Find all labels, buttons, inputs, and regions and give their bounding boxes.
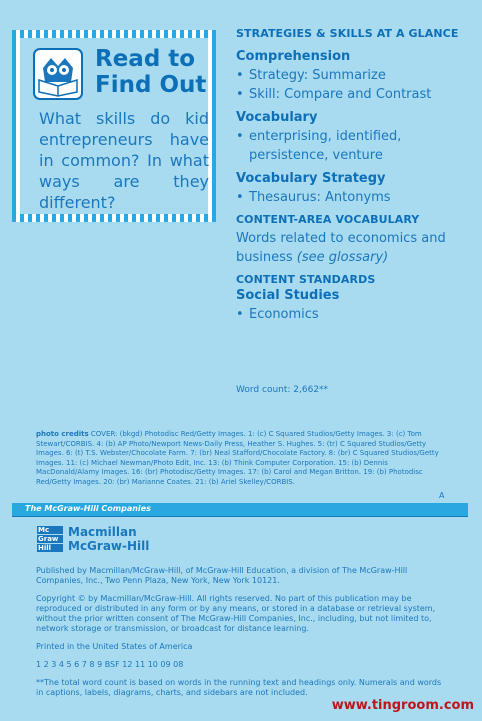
mcgraw-hill-logo-icon [37, 526, 63, 552]
publisher-brand [68, 525, 149, 553]
bullet-icon: • [236, 87, 244, 102]
list-item-text: enterprising, identified, persistence, venture [249, 129, 402, 163]
printed-in: Printed in the United States of America [36, 642, 193, 651]
brand-line-2: McGraw-Hill [68, 539, 150, 553]
word-count: Word count: 2,662** [236, 385, 329, 395]
logo-line-1: Mc [37, 526, 63, 534]
photo-credits-text: COVER: (bkgd) Photodisc Red/Getty Images. 1: (c) C Squared Studios/Getty Images. 3: (c) Tom Stewart/CORBIS. 4: (b) AP Photo/Newport News-Daily Press, Heather S. Hughes. 5: (tr) C Squared Studios/Getty Images. 6: (t) T.S. Webster/Chocolate Farm. 7: (br) Neal Stafford/Chocolate Factory. 8: (br) C Squared Studios/Getty Images. 11: (c) Michael Newman/Photo Edit, Inc. 13: (b) Think Computer Corporation. 15: (b) Dennis MacDonald/Alamy Images. 16: (br) Photodisc/Getty Images. 17: (b) Carol and Megan Britton. 19: (b) Photodisc Red/Getty Images. 20: (br) Marianne Coates. 21: (b) Ariel Skelley/CORBIS. [36, 430, 439, 486]
content-vocabulary-text [236, 229, 472, 267]
bullet-icon: • [236, 129, 244, 144]
word-count-footnote: **The total word count is based on words in the running text and headings only. Numerals and words in captions, labels, diagrams, charts, and sidebars are not included. [36, 678, 442, 697]
published-by: Published by Macmillan/McGraw-Hill, of McGraw-Hill Education, a division of The McGraw-Hill Companies, Inc., Two Penn Plaza, New York, New York 10121. [36, 566, 408, 585]
owl-reading-icon [33, 48, 83, 100]
bullet-icon: • [236, 68, 244, 83]
mcgraw-hill-companies-label: The McGraw-Hill Companies [25, 504, 151, 513]
list-item-text: Thesaurus: Antonyms [249, 190, 391, 205]
read-to-find-out-panel [20, 38, 208, 214]
list-item [236, 305, 472, 324]
logo-line-3: Hill [37, 544, 63, 552]
list-item [236, 127, 472, 165]
bullet-icon: • [236, 307, 244, 322]
list-item-text: Economics [249, 307, 319, 322]
list-item [236, 66, 472, 85]
print-numbers: 1 2 3 4 5 6 7 8 9 BSF 12 11 10 09 08 [36, 660, 184, 669]
glossary-note: (see glossary) [296, 250, 389, 265]
read-to-find-out-question: What skills do kid entrepreneurs have in common? In what ways are they different? [39, 109, 209, 212]
vocabulary-heading: Vocabulary [236, 110, 318, 125]
publisher-info [36, 566, 448, 698]
watermark: www.tingroom.com [331, 698, 474, 713]
logo-line-2: Graw [37, 535, 63, 543]
brand-line-1: Macmillan [68, 525, 137, 539]
printing-letter: A [439, 491, 445, 500]
social-studies-heading: Social Studies [236, 288, 340, 303]
copyright-notice: Copyright © by Macmillan/McGraw-Hill. All rights reserved. No part of this publication may be reproduced or distributed in any form or by any means, or stored in a database or retrieval system, without the prior written consent of The McGraw-Hill Companies, Inc., including, but not limited to, network storage or transmission, or broadcast for distance learning. [36, 594, 436, 633]
glance-caption: STRATEGIES & SKILLS AT A GLANCE [236, 27, 459, 40]
vocabulary-strategy-heading: Vocabulary Strategy [236, 171, 386, 186]
read-to-find-out-title [95, 46, 215, 98]
strategies-panel [236, 27, 472, 324]
photo-credits [36, 430, 446, 488]
read-to-find-out-box [12, 30, 216, 222]
list-item [236, 85, 472, 104]
content-standards-caption: CONTENT STANDARDS [236, 273, 376, 286]
title-line-2: Find Out [95, 72, 207, 98]
title-line-1: Read to [95, 46, 196, 72]
list-item-text: Strategy: Summarize [249, 68, 386, 83]
photo-credits-label: photo credits [36, 430, 89, 438]
comprehension-heading: Comprehension [236, 49, 351, 64]
content-vocabulary-caption: CONTENT-AREA VOCABULARY [236, 213, 420, 226]
bullet-icon: • [236, 190, 244, 205]
list-item-text: Skill: Compare and Contrast [249, 87, 432, 102]
content-vocabulary-body: Words related to economics and business [236, 231, 446, 265]
mcgraw-hill-bar [12, 503, 468, 517]
list-item [236, 188, 472, 207]
